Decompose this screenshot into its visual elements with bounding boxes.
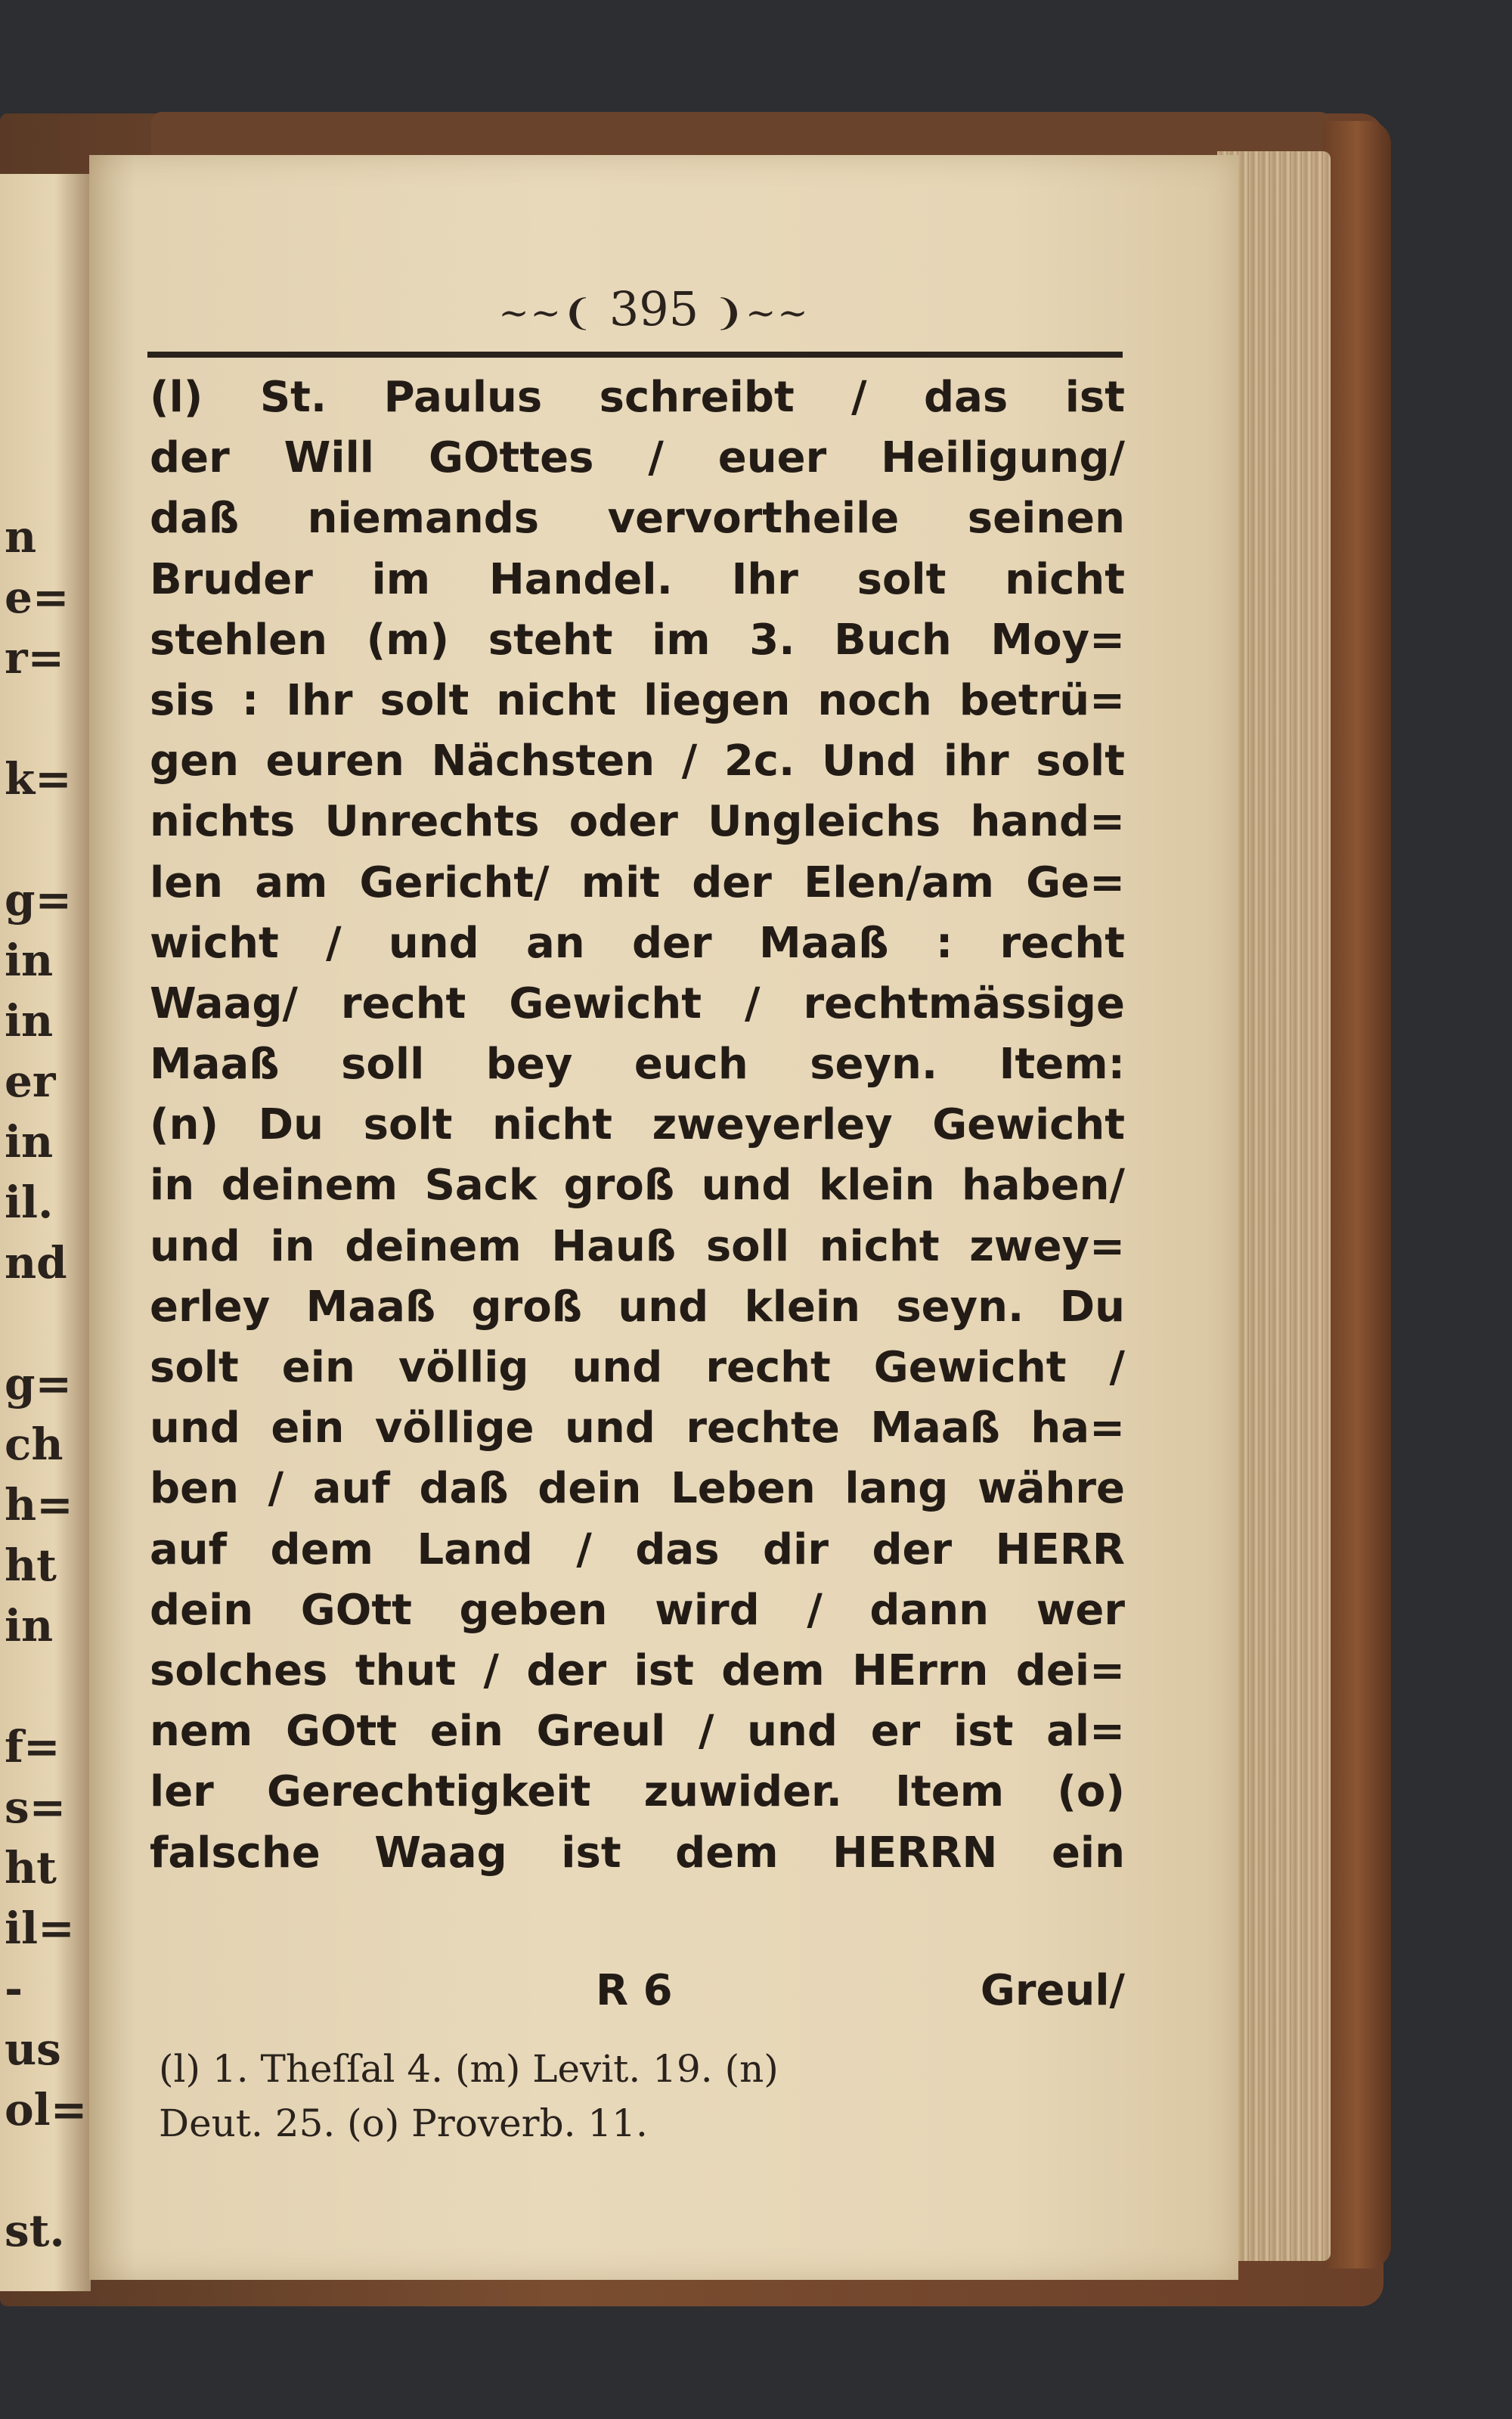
previous-page-fragment: [5, 1656, 80, 1717]
text-line: Waag/ recht Gewicht / rechtmässige: [150, 978, 1125, 1028]
text-line: auf dem Land / das dir der HERR: [150, 1524, 1125, 1574]
catch-line: [150, 1966, 1125, 2027]
text-line: daß niemands vervortheile seinen: [150, 494, 1125, 544]
text-line: und in deinem Hauß soll nicht zwey=: [150, 1221, 1125, 1271]
page-number: 395: [609, 281, 699, 336]
text-line: ler Gerechtigkeit zuwider. Item (o): [150, 1767, 1125, 1817]
previous-page-fragment: nd: [5, 1237, 67, 1289]
previous-page-fragment: r=: [5, 632, 65, 684]
text-line: ben / auf daß dein Leben lang währe: [150, 1464, 1125, 1514]
previous-page-fragment: st.: [5, 2205, 65, 2256]
previous-page-fragment: f=: [5, 1721, 60, 1772]
previous-page-fragment: ht: [5, 1842, 57, 1893]
text-line: solches thut / der ist dem HErrn dei=: [150, 1645, 1125, 1695]
text-line: in deinem Sack groß und klein haben/: [150, 1161, 1125, 1211]
catchword: Greul/: [980, 1966, 1125, 2015]
ornament-left-icon: ~~❨: [498, 292, 595, 334]
text-line: wicht / und an der Maaß : recht: [150, 918, 1125, 968]
previous-page-fragment: ht: [5, 1540, 57, 1591]
previous-page-fragment: s=: [5, 1782, 67, 1833]
footnote-line: Deut. 25. (o) Proverb. 11.: [159, 2101, 648, 2145]
previous-page-fragment: k=: [5, 753, 72, 805]
signature-mark: R 6: [596, 1966, 673, 2015]
header-rule: [147, 352, 1123, 358]
previous-page-fragment: us: [5, 2024, 61, 2075]
previous-page-fragment: in: [5, 1116, 54, 1168]
previous-page-fragment: [5, 809, 80, 870]
ornament-right-icon: ❩~~: [713, 292, 810, 334]
previous-page-fragment: il=: [5, 1903, 75, 1954]
text-line: der Will GOttes / euer Heiligung/: [150, 433, 1125, 483]
previous-page-fragment: in: [5, 935, 54, 986]
previous-page: [0, 174, 91, 2291]
text-line: Maaß soll bey euch seyn. Item:: [150, 1040, 1125, 1090]
previous-page-fragment: [5, 1293, 80, 1354]
text-line: solt ein völlig und recht Gewicht /: [150, 1343, 1125, 1392]
previous-page-fragment: in: [5, 995, 54, 1047]
text-line: stehlen (m) steht im 3. Buch Moy=: [150, 615, 1125, 665]
previous-page-fragment: [5, 2140, 80, 2200]
text-line: (n) Du solt nicht zweyerley Gewicht: [150, 1100, 1125, 1150]
previous-page-fragment: h=: [5, 1479, 73, 1530]
text-line: sis : Ihr solt nicht liegen noch betrü=: [150, 675, 1125, 725]
previous-page-fragment: -: [5, 1963, 23, 2014]
previous-page-fragment: in: [5, 1600, 54, 1651]
body-text: [150, 368, 1125, 1884]
text-line: falsche Waag ist dem HERRN ein: [150, 1828, 1125, 1878]
text-line: dein GOtt geben wird / dann wer: [150, 1585, 1125, 1635]
text-line: (l) St. Paulus schreibt / das ist: [150, 373, 1125, 422]
text-line: len am Gericht/ mit der Elen/am Ge=: [150, 858, 1125, 907]
page-number-line: [181, 281, 1126, 336]
text-line: nichts Unrechts oder Ungleichs hand=: [150, 797, 1125, 847]
previous-page-fragment: er: [5, 1056, 56, 1107]
previous-page-fragment: [5, 688, 80, 749]
previous-page-fragment: n: [5, 511, 37, 563]
footnote-line: (l) 1. Theſſal 4. (m) Levit. 19. (n): [159, 2047, 779, 2091]
footnotes: [159, 2042, 1126, 2151]
previous-page-fragment: e=: [5, 572, 70, 623]
previous-page-fragment: ol=: [5, 2084, 88, 2135]
previous-page-fragment: g=: [5, 874, 73, 926]
text-line: gen euren Nächsten / 2c. Und ihr solt: [150, 737, 1125, 786]
previous-page-fragment: g=: [5, 1358, 73, 1410]
text-line: und ein völlige und rechte Maaß ha=: [150, 1403, 1125, 1453]
book-cover-fore-edge: [1323, 121, 1391, 2269]
previous-page-fragment: ch: [5, 1419, 64, 1470]
previous-page-fragment: il.: [5, 1177, 54, 1228]
text-line: nem GOtt ein Greul / und er ist al=: [150, 1707, 1125, 1757]
text-line: Bruder im Handel. Ihr solt nicht: [150, 554, 1125, 604]
text-line: erley Maaß groß und klein seyn. Du: [150, 1282, 1125, 1332]
previous-page-fragments: [5, 507, 88, 2261]
